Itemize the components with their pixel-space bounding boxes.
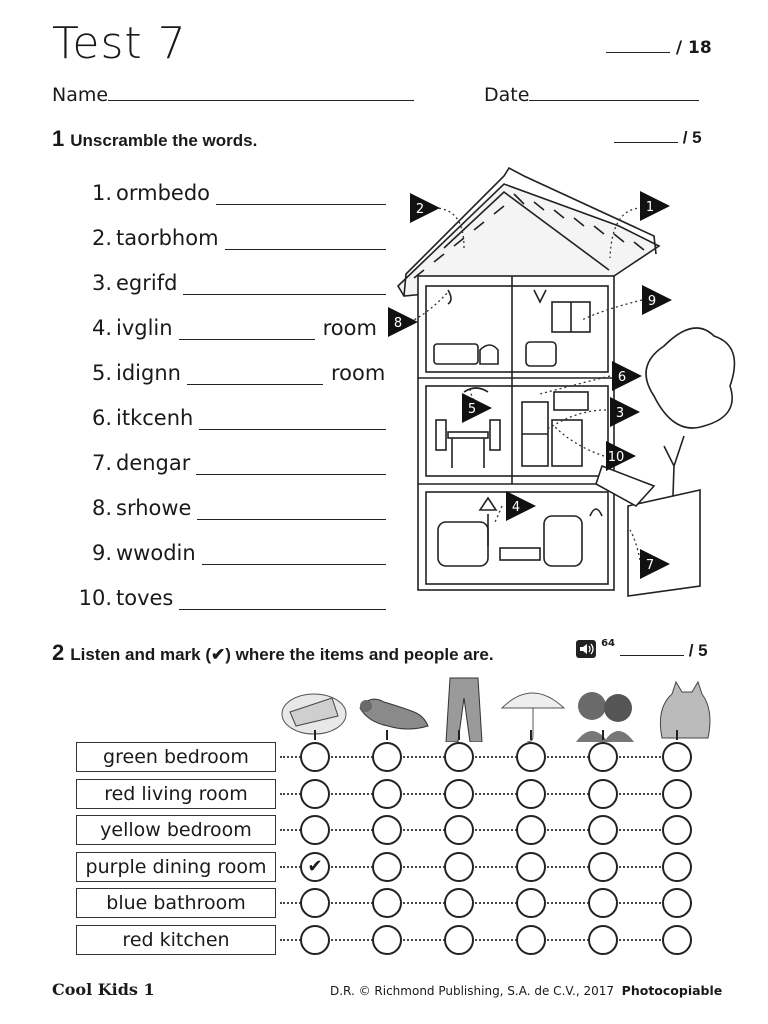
answer-circle[interactable]	[444, 815, 474, 845]
word-suffix: room	[322, 315, 377, 340]
answer-circle[interactable]	[372, 742, 402, 772]
scrambled-word: itkcenh	[116, 405, 194, 430]
answer-circle[interactable]	[300, 742, 330, 772]
date-input-line[interactable]	[529, 100, 699, 101]
couple-icon	[576, 692, 634, 742]
date-label: Date	[484, 84, 530, 106]
audio-track[interactable]	[576, 637, 616, 662]
item-number: 8.	[91, 495, 112, 520]
house-marker-number: 7	[645, 558, 655, 573]
answer-circle[interactable]	[588, 925, 618, 955]
page-title: Test 7	[52, 18, 187, 69]
answer-line[interactable]	[199, 405, 386, 430]
house-marker	[612, 361, 642, 391]
unscramble-item	[76, 350, 386, 395]
dotted-line	[280, 902, 692, 904]
scrambled-word: toves	[116, 585, 174, 610]
answer-circle[interactable]: ✔	[300, 852, 330, 882]
house-marker-number: 5	[467, 402, 477, 417]
answer-circle[interactable]	[300, 888, 330, 918]
scrambled-word: dengar	[116, 450, 191, 475]
item-number: 5.	[91, 360, 112, 385]
unscramble-item	[76, 575, 386, 620]
dotted-line	[280, 829, 692, 831]
copyright	[330, 983, 722, 998]
answer-circle[interactable]	[588, 852, 618, 882]
house-marker-number: 3	[615, 406, 625, 421]
section2-instruction: Listen and mark (✔) where the items and people are.	[70, 645, 494, 664]
answer-line[interactable]	[179, 315, 315, 340]
answer-circle[interactable]	[588, 779, 618, 809]
brand-logo: Cool Kids 1	[52, 980, 155, 999]
house-marker-number: 4	[511, 500, 521, 515]
room-label: green bedroom	[76, 742, 276, 772]
answer-circle[interactable]	[300, 779, 330, 809]
column-tick	[530, 730, 532, 740]
column-tick	[458, 730, 460, 740]
item-number: 4.	[91, 315, 112, 340]
unscramble-list	[76, 170, 386, 620]
house-marker-number: 8	[393, 316, 403, 331]
unscramble-item	[76, 530, 386, 575]
total-score-blank[interactable]	[606, 52, 670, 53]
section1-score-label: / 5	[682, 128, 702, 147]
answer-line[interactable]	[202, 540, 386, 565]
speaker-icon	[576, 640, 596, 658]
answer-circle[interactable]	[444, 779, 474, 809]
name-input-line[interactable]	[108, 100, 414, 101]
room-label: blue bathroom	[76, 888, 276, 918]
section2-heading	[52, 640, 494, 666]
word-suffix: room	[330, 360, 386, 385]
scrambled-word: idignn	[116, 360, 181, 385]
unscramble-item	[76, 395, 386, 440]
copyright-text: D.R. © Richmond Publishing, S.A. de C.V., 2017	[330, 984, 615, 998]
answer-circle[interactable]	[662, 888, 692, 918]
unscramble-item	[76, 485, 386, 530]
unscramble-item	[76, 260, 386, 305]
answer-circle[interactable]	[444, 852, 474, 882]
house-marker-number: 6	[617, 370, 627, 385]
answer-circle[interactable]	[516, 888, 546, 918]
house-illustration	[384, 166, 744, 610]
scrambled-word: taorbhom	[116, 225, 219, 250]
section1-instruction: Unscramble the words.	[70, 131, 258, 150]
item-number: 2.	[91, 225, 112, 250]
answer-circle[interactable]	[588, 815, 618, 845]
column-tick	[602, 730, 604, 740]
item-number: 9.	[91, 540, 112, 565]
unscramble-item	[76, 440, 386, 485]
scrambled-word: egrifd	[116, 270, 178, 295]
answer-circle[interactable]	[372, 925, 402, 955]
house-marker-number: 9	[647, 294, 657, 309]
unscramble-item	[76, 305, 386, 350]
column-tick	[676, 730, 678, 740]
answer-circle[interactable]	[662, 815, 692, 845]
answer-circle[interactable]	[444, 742, 474, 772]
name-field	[52, 84, 414, 106]
section2-number: 2	[52, 640, 65, 665]
house-marker-number: 10	[607, 450, 625, 465]
answer-line[interactable]	[187, 360, 323, 385]
answer-circle[interactable]	[516, 852, 546, 882]
item-number: 7.	[91, 450, 112, 475]
total-score-label: / 18	[675, 38, 712, 58]
track-number: 64	[601, 637, 616, 649]
answer-circle[interactable]	[662, 779, 692, 809]
answer-circle[interactable]	[516, 815, 546, 845]
answer-circle[interactable]	[516, 742, 546, 772]
answer-line[interactable]	[225, 225, 386, 250]
name-label: Name	[52, 84, 109, 106]
answer-circle[interactable]	[372, 779, 402, 809]
scrambled-word: ivglin	[116, 315, 173, 340]
room-label: purple dining room	[76, 852, 276, 882]
ferret-icon	[360, 699, 428, 729]
item-number: 1.	[91, 180, 112, 205]
jeans-icon	[446, 678, 482, 742]
item-pictures	[270, 672, 740, 742]
total-score	[606, 38, 712, 58]
section2-score-blank[interactable]	[620, 655, 684, 656]
item-number: 10.	[78, 585, 112, 610]
house-marker-number: 2	[415, 202, 425, 217]
house-marker	[606, 441, 636, 471]
photocopiable-label: Photocopiable	[621, 983, 723, 998]
item-number: 6.	[91, 405, 112, 430]
section1-score-blank[interactable]	[614, 142, 678, 143]
answer-circle[interactable]	[444, 925, 474, 955]
cat-icon	[660, 682, 710, 738]
answer-circle[interactable]	[662, 742, 692, 772]
answer-line[interactable]	[197, 495, 386, 520]
house-marker	[640, 191, 670, 221]
answer-circle[interactable]	[588, 888, 618, 918]
dotted-line	[280, 939, 692, 941]
answer-circle[interactable]	[372, 888, 402, 918]
column-tick	[386, 730, 388, 740]
answer-circle[interactable]	[300, 925, 330, 955]
scrambled-word: wwodin	[116, 540, 196, 565]
umbrella-icon	[502, 693, 564, 742]
sandwich-icon	[282, 694, 346, 734]
scrambled-word: ormbedo	[116, 180, 210, 205]
dotted-line	[280, 756, 692, 758]
section1-number: 1	[52, 126, 65, 151]
room-label: yellow bedroom	[76, 815, 276, 845]
answer-circle[interactable]	[444, 888, 474, 918]
answer-circle[interactable]	[372, 815, 402, 845]
answer-circle[interactable]	[300, 815, 330, 845]
room-label: red kitchen	[76, 925, 276, 955]
scrambled-word: srhowe	[116, 495, 192, 520]
house-marker	[642, 285, 672, 315]
answer-circle[interactable]	[662, 852, 692, 882]
house-marker	[410, 193, 440, 223]
unscramble-item	[76, 215, 386, 260]
date-field	[484, 84, 699, 106]
section1-score	[614, 128, 702, 148]
room-label: red living room	[76, 779, 276, 809]
answer-circle[interactable]	[516, 779, 546, 809]
answer-circle[interactable]	[662, 925, 692, 955]
house-marker	[388, 307, 418, 337]
house-marker	[610, 397, 640, 427]
section1-heading	[52, 126, 257, 152]
answer-line[interactable]	[179, 585, 386, 610]
dotted-line	[280, 793, 692, 795]
column-tick	[314, 730, 316, 740]
unscramble-item	[76, 170, 386, 215]
item-number: 3.	[91, 270, 112, 295]
house-marker-number: 1	[645, 200, 655, 215]
answer-circle[interactable]	[372, 852, 402, 882]
answer-line[interactable]	[183, 270, 386, 295]
answer-line[interactable]	[216, 180, 386, 205]
section2-score	[620, 641, 708, 661]
answer-line[interactable]	[196, 450, 386, 475]
dotted-line	[280, 866, 692, 868]
section2-score-label: / 5	[688, 641, 708, 660]
answer-circle[interactable]	[588, 742, 618, 772]
answer-circle[interactable]	[516, 925, 546, 955]
